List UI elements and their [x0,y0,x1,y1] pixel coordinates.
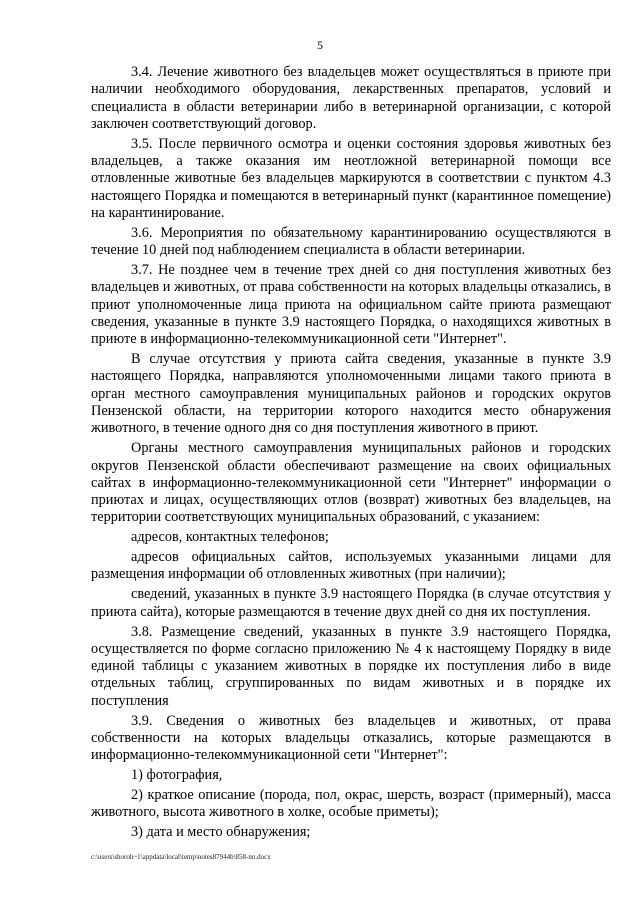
paragraph-3-9: 3.9. Сведения о животных без владельцев и животных, от права собственности на которых владельцы отказались, которые размещаются в информационно-телекоммуникационной сети "Интернет": [91,712,611,764]
list-item-addresses: адресов, контактных телефонов; [131,529,329,546]
list-item-date-place: 3) дата и место обнаружения; [131,824,311,841]
list-item-information: сведений, указанных в пункте 3.9 настоящего Порядка (в случае отсутствия у приюта сайта), которые размещаются в течение двух дней со дня их поступления. [91,586,611,620]
paragraph-3-5: 3.5. После первичного осмотра и оценки состояния здоровья животных без владельцев, а также оказания им неотложной ветеринарной помощи все отловленные животные без владельцев маркируются в соответствии с пунктом 4.3 настоящего Порядка и помещаются в ветеринарный пункт (карантинное помещение) на карантинирование. [91,135,611,221]
page-number: 5 [317,38,323,52]
list-item-photo: 1) фотография, [131,767,223,784]
paragraph-local-authorities: Органы местного самоуправления муниципальных районов и городских округов Пензенской области обеспечивают размещение на своих официальных сайтах в информационно-телекоммуникационной сети "Интернет" информации о приютах и лицах, осуществляющих отлов (возврат) животных без владельцев, на территории соответствующих муниципальных образований, с указанием: [91,440,611,526]
paragraph-3-8: 3.8. Размещение сведений, указанных в пункте 3.9 настоящего Порядка, осуществляется по форме согласно приложению № 4 к настоящему Порядку в виде единой таблицы с указанием животных в порядке их поступления либо в виде отдельных таблиц, сгруппированных по видам животных и в порядке их поступления [91,623,611,709]
paragraph-3-4: 3.4. Лечение животного без владельцев может осуществляться в приюте при наличии необходимого оборудования, лекарственных препаратов, условий и специалиста в области ветеринарии либо в ветеринарной организации, с которой заключен соответствующий договор. [91,64,611,132]
paragraph-3-7: 3.7. Не позднее чем в течение трех дней со дня поступления животных без владельцев и животных, от права собственности на которых владельцы отказались, в приют уполномоченные лица приюта на официальном сайте приюта размещают сведения, указанные в пункте 3.9 настоящего Порядка, о находящихся животных в приюте в информационно-телекоммуникационной сети "Интернет". [91,262,611,348]
list-item-websites: адресов официальных сайтов, используемых указанными лицами для размещения информации об отловленных животных (при наличии); [91,549,611,583]
footer-file-path: c:\users\shoroh~1\appdata\local\temp\notes87944b\858-nn.docx [91,853,271,861]
list-item-description: 2) краткое описание (порода, пол, окрас, шерсть, возраст (примерный), масса животного, высота животного в холке, особые приметы); [91,787,611,821]
document-body [91,64,611,844]
paragraph-no-site-case: В случае отсутствия у приюта сайта сведения, указанные в пункте 3.9 настоящего Порядка, направляются уполномоченными лицами такого приюта в орган местного самоуправления муниципальных районов и городских округов Пензенской области, на территории которого находится место обнаружения животного, в течение одного дня со дня поступления животного в приют. [91,351,611,437]
paragraph-3-6: 3.6. Мероприятия по обязательному карантинированию осуществляются в течение 10 дней под наблюдением специалиста в области ветеринарии. [91,224,611,259]
